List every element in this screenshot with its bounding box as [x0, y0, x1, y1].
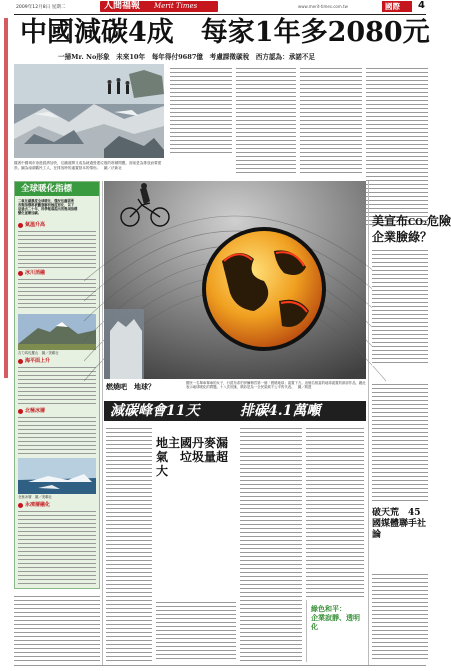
greenpeace-box: [306, 600, 366, 662]
sidebar-item-heading: 海平面上升: [18, 358, 96, 365]
masthead-brand-cn: 人間福報: [104, 1, 141, 11]
right-story-3-head: 綠色和平： 企業寂靜、透明化: [311, 604, 360, 631]
sidebar-item: [18, 270, 96, 311]
lead-body-col: [236, 66, 296, 176]
left-body-col: [14, 594, 100, 662]
sidebar-item-heading: 冰川消融: [18, 270, 96, 277]
section-badge: [382, 1, 412, 12]
masthead-logo: [100, 1, 218, 12]
bottom-headline-left: 減碳峰會11天: [110, 403, 200, 419]
masthead-date: 2009年12月8日 星期二: [16, 5, 66, 10]
lead-photo: [14, 64, 164, 158]
sidebar-title-bar: [15, 182, 99, 196]
sidebar-item: [18, 408, 96, 455]
head1-part-1: 美宣布: [372, 214, 409, 228]
lead-body-col: [300, 66, 362, 174]
bottom-headline-right: 排碳4.1萬噸: [240, 403, 321, 419]
page-number: 4: [418, 0, 425, 11]
bottom-body-col: [106, 426, 152, 662]
sidebar-title: 全球暖化指標: [21, 184, 73, 194]
center-photo-caption: 國民一名單車單車的女子，行經布希伯伊爾梅宮第一個「燃燒地球」裝置下方。這個名相當的地球裝置的兩部作品，藉此表示地球暖化的問題。十八次世匯，精彩是為一全民氣候不公平的代表。 圖／路透: [186, 381, 366, 390]
burning-earth-photo: [104, 181, 366, 379]
sidebar-subtitle: 二氧化碳濃度全球暖化、懂況伍龐需要 各類指標都被觀察解析極度惡化，以下 是過去二十年，科學報導提出的幾項指標 變化逐漸加劇。: [18, 199, 78, 215]
sidebar-item-heading: 永凍層融化: [18, 502, 96, 509]
bottom-subhead: 地主國丹麥漏氣 垃圾量超大: [156, 436, 229, 478]
right-story-2-head: 破天荒 45國媒體聯手社論: [372, 508, 427, 540]
globe-installation-image: [104, 181, 366, 379]
sidebar-item: [18, 358, 96, 405]
right-body-col: [372, 572, 428, 662]
sidebar-item: [18, 502, 96, 585]
head1-part-3: 危險: [426, 214, 451, 228]
right-body-col: [372, 248, 428, 366]
section-label: 國際: [385, 2, 400, 11]
bottom-body-col: [240, 426, 302, 662]
bottom-body-col: [156, 600, 236, 662]
head1-co2: CO₂: [408, 218, 427, 228]
lead-headline: 中國減碳4成 每家1年多2080元: [20, 17, 430, 48]
margin-strip: [4, 18, 8, 378]
masthead-url: www.merit-times.com.tw: [298, 4, 348, 9]
sidebar-photo-kilimanjaro: [18, 314, 96, 350]
sidebar-item-heading: 氣溫升高: [18, 222, 96, 229]
center-photo-title: 燃燒吧 地球？: [106, 382, 155, 391]
sidebar-photo1-caption: 吉力馬札羅山 圖／美聯社: [18, 351, 59, 355]
sidebar-item-heading: 北極冰層: [18, 408, 96, 415]
right-body-col: [372, 382, 428, 502]
bottom-story-header: [104, 401, 366, 421]
rubble-photo: [14, 64, 164, 158]
masthead: [0, 0, 440, 14]
lead-body-col: [170, 66, 232, 154]
sidebar-photo2-caption: 北極冰層 圖／美聯社: [18, 495, 52, 499]
sidebar-item: [18, 222, 96, 269]
lead-body-col: [366, 66, 428, 226]
lead-photo-caption: 隨著中國城市垂進經濟加快，往鐵道開又成為就過營建垃圾的堆積問題。面前是為排放而要建設。圖為南湖舊民工人，在排放時的處置基本的情形。 圖／法新社: [14, 161, 162, 170]
masthead-brand-en: Merit Times: [154, 2, 198, 10]
sidebar: [14, 181, 100, 589]
right-story-1-head: [372, 214, 451, 245]
sidebar-photo-arctic: [18, 458, 96, 494]
head1-line2: 企業臉綠？: [372, 230, 433, 244]
lead-subhead: 一掃Mr. No形象 未來10年 每年得付9687億 考慮課徵碳稅 西方認為：承諾不足: [58, 53, 316, 61]
